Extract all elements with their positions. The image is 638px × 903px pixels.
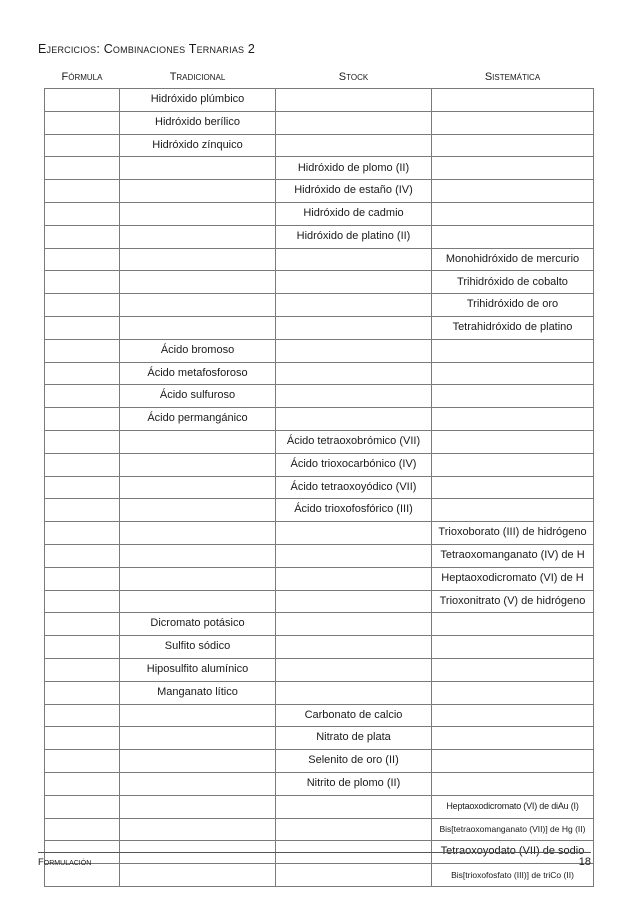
table-cell-sistematica [432,704,594,727]
table-row [45,202,594,225]
table-cell-formula[interactable] [45,339,120,362]
table-cell-tradicional [120,772,276,795]
table-cell-formula[interactable] [45,476,120,499]
table-row [45,727,594,750]
table-cell-formula[interactable] [45,180,120,203]
table-cell-stock [276,339,432,362]
table-cell-tradicional: Ácido bromoso [120,339,276,362]
table-cell-formula[interactable] [45,362,120,385]
table-cell-stock: Selenito de oro (II) [276,750,432,773]
table-cell-sistematica: Monohidróxido de mercurio [432,248,594,271]
table-cell-stock [276,316,432,339]
table-cell-stock [276,111,432,134]
page-number: 18 [578,856,591,868]
table-cell-stock [276,567,432,590]
table-cell-stock [276,522,432,545]
footer-section-label: Formulación [38,857,92,868]
table-cell-stock [276,385,432,408]
table-cell-sistematica [432,499,594,522]
table-row [45,271,594,294]
table-cell-formula[interactable] [45,385,120,408]
table-row [45,704,594,727]
table-cell-tradicional [120,294,276,317]
table-cell-formula[interactable] [45,202,120,225]
table-row [45,89,594,112]
table-cell-tradicional: Hidróxido zínquico [120,134,276,157]
table-cell-stock [276,658,432,681]
table-cell-tradicional [120,750,276,773]
table-row [45,636,594,659]
footer-divider [38,852,591,853]
table-row [45,795,594,818]
table-cell-sistematica [432,658,594,681]
column-header-formula: Fórmula [45,68,120,89]
table-cell-tradicional: Manganato lítico [120,681,276,704]
table-cell-tradicional [120,271,276,294]
table-row [45,408,594,431]
table-cell-stock [276,681,432,704]
table-cell-tradicional [120,704,276,727]
table-cell-sistematica [432,613,594,636]
table-row [45,544,594,567]
table-cell-sistematica [432,750,594,773]
table-row [45,225,594,248]
table-cell-tradicional [120,590,276,613]
table-cell-stock [276,544,432,567]
table-cell-formula[interactable] [45,750,120,773]
table-row [45,111,594,134]
table-row [45,658,594,681]
table-cell-sistematica [432,362,594,385]
table-row [45,681,594,704]
table-cell-stock: Ácido trioxofosfórico (III) [276,499,432,522]
table-cell-sistematica: Trioxoborato (III) de hidrógeno [432,522,594,545]
table-cell-formula[interactable] [45,89,120,112]
table-cell-stock [276,362,432,385]
table-cell-stock [276,613,432,636]
table-cell-stock [276,134,432,157]
table-cell-sistematica: Tetraoxoyodato (VII) de sodio [432,841,594,864]
page-title [38,42,255,56]
table-header [45,68,594,89]
table-cell-stock: Ácido trioxocarbónico (IV) [276,453,432,476]
table-cell-tradicional [120,864,276,887]
column-header-sistematica: Sistemática [432,68,594,89]
table-body [45,89,594,887]
table-cell-tradicional [120,225,276,248]
table-row [45,818,594,841]
table-cell-stock [276,864,432,887]
table-cell-tradicional [120,316,276,339]
table-row [45,590,594,613]
table-cell-formula[interactable] [45,271,120,294]
table-cell-stock [276,408,432,431]
table-cell-formula[interactable] [45,544,120,567]
table-cell-stock [276,89,432,112]
table-cell-formula[interactable] [45,430,120,453]
table-cell-sistematica: Tetraoxomanganato (IV) de H [432,544,594,567]
table-cell-sistematica [432,772,594,795]
table-cell-formula[interactable] [45,613,120,636]
table-row [45,772,594,795]
table-cell-sistematica: Bis[tetraoxomanganato (VII)] de Hg (II) [432,818,594,841]
table-cell-formula[interactable] [45,772,120,795]
table-cell-formula[interactable] [45,453,120,476]
table-cell-sistematica [432,385,594,408]
table-row [45,476,594,499]
table-cell-tradicional: Hidróxido plúmbico [120,89,276,112]
table-cell-sistematica [432,636,594,659]
table-row [45,362,594,385]
table-cell-tradicional [120,795,276,818]
table-cell-sistematica [432,134,594,157]
table-cell-stock: Ácido tetraoxoyódico (VII) [276,476,432,499]
table-cell-formula[interactable] [45,818,120,841]
table-cell-formula[interactable] [45,681,120,704]
table-cell-stock: Nitrato de plata [276,727,432,750]
table-cell-tradicional [120,499,276,522]
table-cell-tradicional [120,202,276,225]
table-cell-stock: Hidróxido de cadmio [276,202,432,225]
table-cell-sistematica: Trihidróxido de cobalto [432,271,594,294]
table-cell-tradicional [120,567,276,590]
table-cell-sistematica: Bis[trioxofosfato (III)] de triCo (II) [432,864,594,887]
table-cell-tradicional [120,180,276,203]
table-cell-stock [276,590,432,613]
table-cell-tradicional [120,157,276,180]
table-cell-tradicional: Ácido permangánico [120,408,276,431]
table-cell-sistematica: Trioxonitrato (V) de hidrógeno [432,590,594,613]
table-cell-formula[interactable] [45,111,120,134]
table-row [45,613,594,636]
table-row [45,522,594,545]
table-cell-sistematica [432,89,594,112]
table-cell-sistematica [432,681,594,704]
table-cell-stock [276,636,432,659]
table-cell-stock [276,248,432,271]
table-cell-sistematica [432,430,594,453]
table-cell-formula[interactable] [45,567,120,590]
table-cell-formula[interactable] [45,499,120,522]
table-cell-tradicional [120,430,276,453]
table-cell-tradicional: Ácido sulfuroso [120,385,276,408]
table-cell-sistematica [432,453,594,476]
table-cell-tradicional [120,476,276,499]
table-cell-formula[interactable] [45,636,120,659]
table-cell-stock [276,294,432,317]
table-row [45,385,594,408]
table-cell-formula[interactable] [45,727,120,750]
table-cell-sistematica [432,225,594,248]
table-cell-sistematica [432,476,594,499]
table-row [45,180,594,203]
column-header-tradicional: Tradicional [120,68,276,89]
table-row [45,316,594,339]
table-cell-formula[interactable] [45,157,120,180]
exercise-table [44,68,594,887]
table-cell-formula[interactable] [45,590,120,613]
table-cell-sistematica: Trihidróxido de oro [432,294,594,317]
table-cell-sistematica: Heptaoxodicromato (VI) de H [432,567,594,590]
table-cell-sistematica [432,727,594,750]
table-cell-formula[interactable] [45,522,120,545]
table-cell-tradicional [120,727,276,750]
table-cell-sistematica [432,408,594,431]
table-cell-stock [276,271,432,294]
table-row [45,294,594,317]
header-row [45,68,594,89]
table-cell-formula[interactable] [45,795,120,818]
table-cell-stock: Ácido tetraoxobrómico (VII) [276,430,432,453]
table-cell-tradicional [120,248,276,271]
table-cell-tradicional: Hidróxido berílico [120,111,276,134]
table-row [45,453,594,476]
table-cell-sistematica [432,202,594,225]
table-cell-formula[interactable] [45,248,120,271]
table-cell-stock [276,818,432,841]
table-cell-sistematica [432,157,594,180]
table-cell-stock: Hidróxido de plomo (II) [276,157,432,180]
table-row [45,339,594,362]
table-cell-formula[interactable] [45,658,120,681]
table-cell-formula[interactable] [45,408,120,431]
page-title-text: Ejercicios: Combinaciones Ternarias 2 [38,42,256,56]
table-cell-tradicional: Sulfito sódico [120,636,276,659]
table-row [45,864,594,887]
table-cell-tradicional [120,522,276,545]
table-row [45,134,594,157]
table-cell-formula[interactable] [45,316,120,339]
table-cell-tradicional [120,818,276,841]
table-cell-stock: Nitrito de plomo (II) [276,772,432,795]
table-cell-formula[interactable] [45,294,120,317]
table-cell-tradicional: Hiposulfito alumínico [120,658,276,681]
table-cell-formula[interactable] [45,704,120,727]
table-cell-tradicional [120,453,276,476]
table-row [45,499,594,522]
table-row [45,750,594,773]
table-cell-tradicional: Ácido metafosforoso [120,362,276,385]
table-cell-sistematica [432,180,594,203]
table-cell-tradicional [120,544,276,567]
table-cell-stock: Hidróxido de estaño (IV) [276,180,432,203]
table-cell-stock: Hidróxido de platino (II) [276,225,432,248]
table-row [45,248,594,271]
table-cell-sistematica [432,111,594,134]
table-cell-sistematica [432,339,594,362]
table-cell-formula[interactable] [45,134,120,157]
table-cell-formula[interactable] [45,225,120,248]
table-cell-sistematica: Tetrahidróxido de platino [432,316,594,339]
table-cell-stock [276,795,432,818]
table-cell-stock: Carbonato de calcio [276,704,432,727]
column-header-stock: Stock [276,68,432,89]
table-row [45,567,594,590]
table-cell-sistematica: Heptaoxodicromato (VI) de diAu (I) [432,795,594,818]
table-cell-tradicional: Dicromato potásico [120,613,276,636]
table-row [45,430,594,453]
table-row [45,157,594,180]
